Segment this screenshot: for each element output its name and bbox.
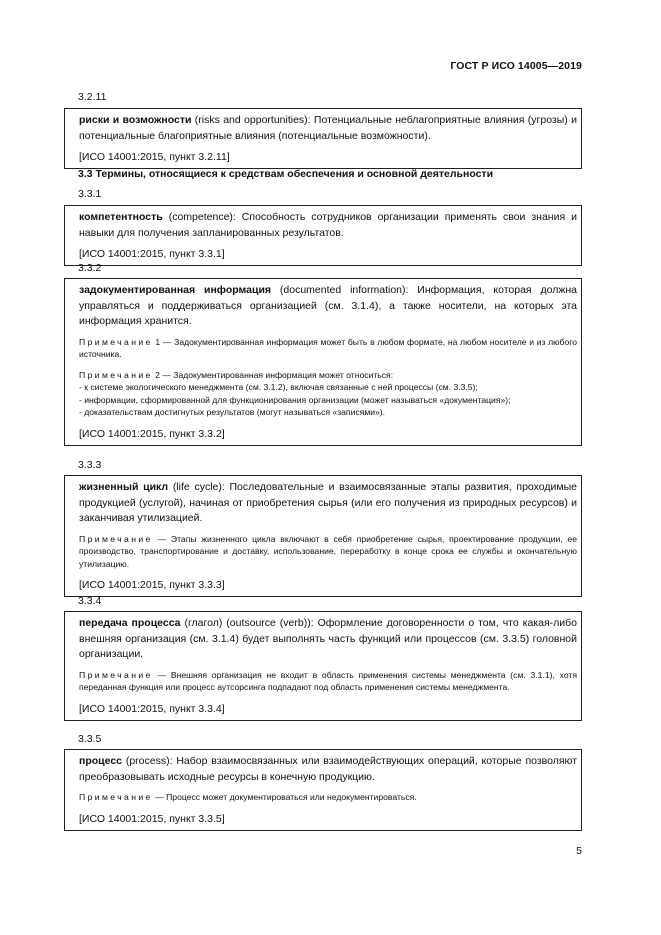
- term-title: передача процесса: [79, 617, 181, 629]
- note-list-item: - доказательствам достигнутых результатов (могут называться «записями»).: [79, 407, 386, 417]
- term-box-3-3-4: [64, 611, 582, 721]
- term-title: жизненный цикл: [79, 481, 169, 493]
- term-number: 3.3.2: [78, 262, 102, 274]
- term-box-3-3-2: [64, 278, 582, 446]
- term-note: [79, 369, 577, 419]
- term-note: [79, 533, 577, 571]
- note-list-item: - к системе экологического менеджмента (см. 3.1.2), включая связанные с ней процессы (см. 3.3.5);: [79, 382, 478, 392]
- term-note: [79, 791, 577, 804]
- term-box-3-3-1: [64, 205, 582, 266]
- term-definition: (глагол) (outsource (verb)): Оформление договоренности о том, что какая-либо внешняя организация (см. 3.1.4) будет выполнять часть функций или процессов (см. 3.3.5) головной организации.: [79, 617, 577, 660]
- term-title: задокументированная информация: [79, 284, 272, 296]
- term-box-3-3-5: [64, 749, 582, 831]
- term-title: компетентность: [79, 211, 163, 223]
- note-label: Примечание: [79, 369, 153, 380]
- note-label: Примечание: [79, 336, 153, 347]
- note-label: Примечание: [79, 669, 153, 680]
- note-label: Примечание: [79, 533, 153, 544]
- term-definition: (competence): Способность сотрудников организации применять свои знания и навыки для получения запланированных результатов.: [79, 211, 577, 239]
- term-number: 3.2.11: [78, 91, 107, 103]
- term-reference: [ИСО 14001:2015, пункт 3.3.2]: [79, 427, 225, 440]
- note-text: — Внешняя организация не входит в область применения системы менеджмента (см. 3.1.1), хотя переданная функция или процесс аутсорсинга подпадают под область применения системы менеджмента.: [79, 669, 577, 692]
- term-number: 3.3.1: [78, 188, 102, 200]
- note-text: — Процесс может документироваться или недокументироваться.: [152, 792, 417, 802]
- term-definition: (process): Набор взаимосвязанных или взаимодействующих операций, которые позволяют преобразовывать исходные ресурсы в конечную продукцию.: [79, 755, 577, 783]
- term-title: риски и возможности: [79, 114, 192, 126]
- term-definition: (risks and opportunities): Потенциальные неблагоприятные влияния (угрозы) и потенциальные благоприятные влияния (потенциальные возможности).: [79, 114, 577, 142]
- term-box-3-3-3: [64, 475, 582, 597]
- term-note: [79, 336, 577, 361]
- term-number: 3.3.5: [78, 733, 102, 745]
- note-list-item: - информации, сформированной для функционирования организации (может называться «документация»);: [79, 394, 511, 405]
- note-text: 1 — Задокументированная информация может быть в любом формате, на любом носителе и из любого источника.: [79, 336, 577, 359]
- term-reference: [ИСО 14001:2015, пункт 3.3.4]: [79, 702, 225, 715]
- document-header: ГОСТ Р ИСО 14005—2019: [450, 60, 582, 72]
- term-reference: [ИСО 14001:2015, пункт 3.2.11]: [79, 151, 230, 163]
- section-title: 3.3 Термины, относящиеся к средствам обеспечения и основной деятельности: [78, 168, 494, 180]
- page-number: 5: [576, 845, 582, 857]
- note-text: — Этапы жизненного цикла включают в себя приобретение сырья, проектирование продукции, ее производство, транспортирование и доставку, использование, переработку в конце срока ее службы и окончательную утилизацию.: [79, 533, 577, 569]
- note-label: Примечание: [79, 792, 153, 802]
- note-text: 2 — Задокументированная информация может относиться:: [152, 369, 394, 380]
- term-reference: [ИСО 14001:2015, пункт 3.3.5]: [79, 812, 225, 825]
- term-box-3-2-11: [64, 108, 582, 169]
- term-title: процесс: [79, 755, 123, 767]
- term-definition: (documented information): Информация, которая должна управляться и поддерживаться организацией (см. 3.1.4), а также носители, на которых эта информация хранится.: [79, 284, 577, 327]
- term-number: 3.3.3: [78, 459, 102, 471]
- term-reference: [ИСО 14001:2015, пункт 3.3.3]: [79, 579, 225, 591]
- term-number: 3.3.4: [78, 595, 102, 607]
- term-definition: (life cycle): Последовательные и взаимосвязанные этапы развития, проходимые продукцией (услугой), начиная от приобретения сырья (или его получения из природных ресурсов) и заканчивая утилизацией.: [79, 481, 577, 524]
- term-reference: [ИСО 14001:2015, пункт 3.3.1]: [79, 248, 225, 260]
- term-note: [79, 669, 577, 694]
